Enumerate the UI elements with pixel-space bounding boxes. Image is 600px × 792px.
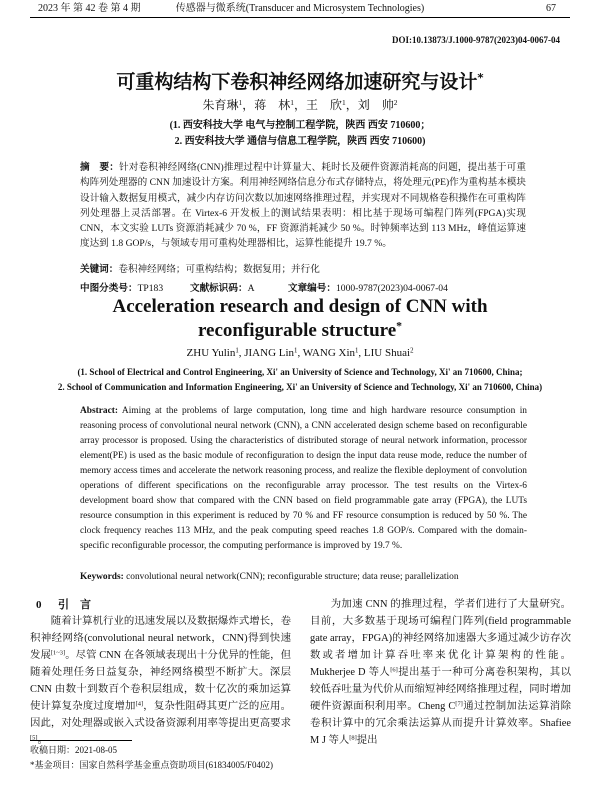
- body-column-right: [310, 596, 571, 749]
- affiliation-marker: 1: [235, 347, 239, 355]
- author-name: 朱育琳: [202, 98, 239, 112]
- abstract-en-label: Abstract:: [80, 406, 119, 416]
- affiliations-en: [0, 365, 600, 394]
- body-text-run: 。尽管 CNN 在各领域表现出十分优异的性能，但随着处理任务日益复杂，神经网络模型不断扩大。深层 CNN 由数十到数百个卷积层组成，数十亿次的乘加运算使计算复杂度过度增加: [30, 650, 291, 712]
- keywords-en-text: convolutional neural network(CNN); reconfigurable structure; data reuse; parallelization: [126, 572, 459, 582]
- body-text-run: 为加速 CNN 的推理过程，学者们进行了大量研究。目前，大多数基于现场可编程门阵列(field programmable gate array，FPGA)的神经网络加速器大多通过减少访存次数或者增加计算吞吐率来优化计算架构的性能。Mukherjee D 等人: [310, 599, 571, 678]
- title-en: [90, 295, 510, 343]
- authors-cn: [0, 97, 600, 113]
- affiliation-marker: 1: [355, 347, 359, 355]
- document-code: [190, 281, 288, 296]
- title-en-fund-mark: *: [396, 319, 403, 333]
- title-cn-text: 可重构结构下卷积神经网络加速研究与设计: [116, 71, 478, 93]
- author-separator: ,: [358, 347, 364, 359]
- affiliation-line: (1. 西安科技大学 电气与控制工程学院，陕西 西安 710600；: [169, 120, 431, 131]
- author-name: WANG Xin: [302, 347, 356, 359]
- affiliation-line: 2. 西安科技大学 通信与信息工程学院，陕西 西安 710600): [174, 135, 426, 147]
- section-title: 引 言: [58, 599, 91, 611]
- citation-ref: [8]: [349, 734, 357, 742]
- author-name: JIANG Lin: [244, 347, 295, 359]
- abstract-cn: [80, 160, 526, 252]
- keywords-en-label: Keywords:: [80, 572, 124, 582]
- author-name: LIU Shuai: [363, 347, 411, 359]
- section-heading: [36, 597, 91, 614]
- clc-number: [80, 281, 190, 296]
- keywords-cn-label: 关键词：: [80, 264, 119, 275]
- body-text-run: 提出: [356, 735, 378, 746]
- abstract-cn-text: 针对卷积神经网络(CNN)推理过程中计算量大、耗时长及硬件资源消耗高的问题，提出基于可重构阵列处理器的 CNN 加速设计方案。利用神经网络信息分布式存储特点，将处理元(PE)作为重构基本模块设计输入数据复用模式，减少内存访问次数以加速网络推理过程，并实现对不同规格卷积操作在可重构阵列处理器上灵活部署。在 Virtex-6 开发板上的测试结果表明：相比基于现场可编程门阵列(FPGA)实现 CNN，本文实验 LUTs 资源消耗减少 70 %，FF 资源消耗减少 50 %。时钟频率达到 113 MHz，峰值运算速度达到 1.8 GOP/s，与领域专用可重构处理器相比，运算性能提升 19.7 %。: [80, 162, 526, 250]
- affiliation-marker: 1: [290, 97, 294, 107]
- abstract-cn-label: 摘 要：: [80, 162, 120, 173]
- body-text-run: 。: [37, 735, 48, 746]
- keywords-cn-text: 卷积神经网络；可重构结构；数据复用；并行化: [118, 264, 320, 275]
- body-text-run: 提出基于一种可分离卷积架构，其以较低吞吐量为代价从而缩短神经网络推理过程，同时增加硬件资源面积利用率。Cheng C: [310, 667, 572, 712]
- keywords-cn: [80, 262, 526, 277]
- doc-code-label: 文献标识码：: [190, 283, 248, 294]
- citation-ref: [1~3]: [50, 649, 66, 657]
- section-number: 0: [36, 599, 42, 611]
- title-cn: [0, 70, 600, 94]
- citation-ref: [5]: [30, 734, 38, 742]
- affiliation-marker: 2: [410, 347, 414, 355]
- affiliation-line: 2. School of Communication and Information Engineering, Xi' an University of Science and Technology, Xi' an 710600, China): [57, 381, 543, 392]
- fund-info: [30, 758, 570, 773]
- journal-name: 传感器与微系统(Transducer and Microsystem Technologies): [175, 3, 425, 14]
- article-number-label: 文章编号：: [288, 283, 336, 294]
- article-number: [288, 283, 448, 294]
- author-separator: ，: [345, 98, 358, 112]
- received-value: 2021-08-05: [75, 745, 118, 755]
- author-separator: ，: [242, 98, 255, 112]
- title-cn-fund-mark: *: [477, 70, 484, 85]
- author-name: ZHU Yulin: [186, 347, 236, 359]
- title-en-text: Acceleration research and design of CNN with reconfigurable structure: [112, 296, 488, 341]
- affiliation-marker: 2: [393, 97, 398, 107]
- author-separator: ，: [293, 98, 306, 112]
- received-date: [30, 743, 570, 758]
- author-separator: ,: [238, 347, 245, 359]
- footnote-divider: [30, 740, 132, 741]
- fund-value: 国家自然科学基金重点资助项目(61834005/F0402): [79, 759, 274, 770]
- body-text-run: ，复杂性阻碍其更广泛的应用。因此，对处理器或嵌入式设备资源利用率等提出更高要求: [30, 701, 292, 729]
- received-label: 收稿日期：: [30, 745, 76, 755]
- citation-ref: [7]: [455, 700, 463, 708]
- page-number: 67: [546, 3, 556, 14]
- abstract-en-text: Aiming at the problems of large computation, long time and high hardware resource consumption in reasoning process of convolutional neural network (CNN), a CNN accelerated design scheme based on reconfigurable array processor is proposed. Using the characteristics of distributed storage of neural network information, processor element(PE) is used as the basic module of reconfiguration to design the input data reuse mode, reduce the number of memory access times and accelerate the network reasoning process, and realize the flexible deployment of convolution operations of different specifications on the reconfigurable array processor. The test results on the Virtex-6 development board show that compared with the CNN based on field programmable gate array (FPGA), the LUTs resource consumption in this experiment is reduced by 70 % and FF resource consumption is reduced by 50 %. The clock frequency reaches 113 MHz, and the peak computing speed reaches 1.8 GOP/s. Compared with the domain-specific reconfigurable processor, the computing performance is improved by 19.7 %.: [80, 406, 527, 551]
- article-number-value: 1000-9787(2023)04-0067-04: [335, 283, 448, 294]
- footnote: [30, 743, 570, 772]
- running-header: [30, 2, 570, 18]
- affiliation-line: (1. School of Electrical and Control Engineering, Xi' an University of Science and Technology, Xi' an 710600, China;: [77, 367, 523, 377]
- affiliation-marker: 1: [342, 97, 346, 107]
- doc-code-value: A: [247, 283, 255, 294]
- clc-value: TP183: [137, 283, 164, 294]
- classification-line: [80, 281, 526, 296]
- body-text-run: 通过控制加法运算消除卷积计算中的冗余乘法运算从而提升计算效率。Shafiee M J 等人: [310, 701, 572, 746]
- body-column-left: [30, 613, 291, 749]
- doi: DOI:10.13873/J.1000-9787(2023)04-0067-04: [392, 35, 560, 45]
- author-name: 蒋 林: [254, 98, 291, 112]
- author-name: 王 欣: [306, 98, 343, 112]
- clc-label: 中图分类号：: [80, 283, 138, 294]
- citation-ref: [4]: [135, 700, 144, 708]
- abstract-en: [80, 404, 527, 554]
- fund-label: *基金项目：: [30, 759, 80, 770]
- keywords-en: [80, 570, 527, 585]
- affiliations-cn: [0, 118, 600, 149]
- citation-ref: [6]: [390, 666, 398, 674]
- author-name: 刘 帅: [357, 98, 394, 112]
- author-separator: ,: [297, 347, 303, 359]
- authors-en: [0, 346, 600, 360]
- affiliation-marker: 1: [238, 97, 243, 107]
- affiliation-marker: 1: [294, 347, 298, 355]
- issue-info: 2023 年 第 42 卷 第 4 期: [38, 3, 141, 14]
- body-text-run: 随着计算机行业的迅速发展以及数据爆炸式增长，卷积神经网络(convolutional neural network，CNN)得到快速发展: [30, 616, 291, 661]
